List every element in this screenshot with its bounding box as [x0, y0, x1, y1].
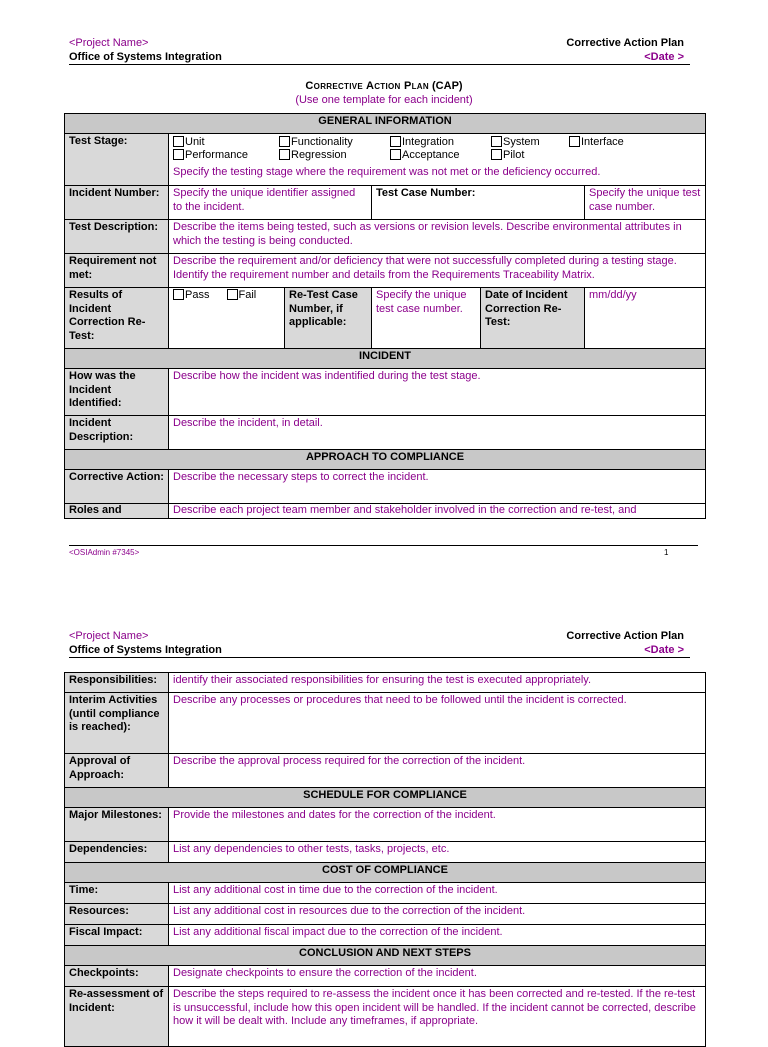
row-label: Responsibilities:: [65, 673, 169, 693]
checkbox-acceptance[interactable]: [390, 149, 459, 163]
document-subtitle: (Use one template for each incident): [295, 94, 473, 106]
checkbox-fail[interactable]: [227, 289, 257, 303]
row-label: Time:: [65, 883, 169, 904]
footer-page-number: 1: [664, 548, 669, 557]
row-label: Major Milestones:: [65, 808, 169, 842]
checkbox-acceptance-label: Acceptance: [402, 149, 460, 161]
page-2: [0, 600, 768, 1027]
checkbox-interface[interactable]: [569, 136, 624, 150]
test-description-value[interactable]: Describe the items being tested, such as versions or revision levels. Describe environmental attributes in which the testing is being conducted.: [169, 220, 706, 254]
header-doc-title: Corrective Action Plan: [566, 37, 684, 49]
checkbox-icon: [491, 136, 502, 147]
section-row: [65, 863, 706, 883]
date-of-retest-label: Date of Incident Correction Re-Test:: [481, 288, 585, 349]
checkbox-unit[interactable]: [173, 136, 205, 150]
corrective-action-label: Corrective Action:: [65, 470, 169, 504]
row-label: Checkpoints:: [65, 966, 169, 987]
results-pass-fail-cell: [169, 288, 285, 349]
section-general-information: GENERAL INFORMATION: [65, 114, 706, 134]
checkbox-regression[interactable]: [279, 149, 347, 163]
section-row: [65, 946, 706, 966]
row-label: Interim Activities (until compliance is reached):: [65, 693, 169, 754]
checkbox-functionality[interactable]: [279, 136, 353, 150]
table-row: [65, 904, 706, 925]
table-row: [65, 883, 706, 904]
checkbox-performance[interactable]: [173, 149, 248, 163]
header-date: <Date >: [644, 644, 684, 656]
footer-doc-id: <OSIAdmin #7345>: [69, 548, 140, 557]
header-office: Office of Systems Integration: [69, 51, 222, 63]
footer-rule: [69, 545, 698, 546]
table-row: [65, 842, 706, 863]
page2-table-body: [65, 673, 706, 1047]
checkbox-icon: [279, 149, 290, 160]
how-identified-value[interactable]: Describe how the incident was indentified during the test stage.: [169, 369, 706, 416]
table-row: [65, 925, 706, 946]
table-row: [65, 966, 706, 987]
table-row: [65, 987, 706, 1047]
section-incident: INCIDENT: [65, 349, 706, 369]
test-case-number-value[interactable]: Specify the unique test case number.: [585, 186, 706, 220]
checkbox-integration-label: Integration: [402, 136, 454, 148]
requirement-not-met-value[interactable]: Describe the requirement and/or deficiency that were not successfully completed during a testing stage. Identify the requirement number and details from the Requirements Traceability Matrix.: [169, 254, 706, 288]
checkbox-pilot-label: Pilot: [503, 149, 525, 161]
checkbox-system[interactable]: [491, 136, 540, 150]
row-value[interactable]: Describe the approval process required for the correction of the incident.: [169, 754, 706, 788]
test-case-number-label: Test Case Number:: [372, 186, 585, 220]
table-row: [65, 673, 706, 693]
header-project-name: <Project Name>: [69, 630, 149, 642]
checkbox-functionality-label: Functionality: [291, 136, 353, 148]
incident-number-value[interactable]: Specify the unique identifier assigned to the incident.: [169, 186, 372, 220]
header-office: Office of Systems Integration: [69, 644, 222, 656]
header-rule: [69, 64, 690, 65]
checkbox-icon: [491, 149, 502, 160]
table-row: [65, 693, 706, 754]
row-value[interactable]: List any additional cost in time due to the correction of the incident.: [169, 883, 706, 904]
row-value[interactable]: Describe any processes or procedures that need to be followed until the incident is corrected.: [169, 693, 706, 754]
checkbox-integration[interactable]: [390, 136, 454, 150]
table-row: [65, 808, 706, 842]
checkbox-performance-label: Performance: [185, 149, 248, 161]
test-description-label: Test Description:: [65, 220, 169, 254]
row-label: Resources:: [65, 904, 169, 925]
header-date: <Date >: [644, 51, 684, 63]
checkbox-icon: [390, 149, 401, 160]
retest-case-number-label: Re-Test Case Number, if applicable:: [285, 288, 372, 349]
row-value[interactable]: List any additional fiscal impact due to the correction of the incident.: [169, 925, 706, 946]
checkbox-unit-label: Unit: [185, 136, 205, 148]
checkbox-icon: [173, 289, 184, 300]
incident-description-label: Incident Description:: [65, 416, 169, 450]
checkbox-icon: [173, 149, 184, 160]
checkbox-interface-label: Interface: [581, 136, 624, 148]
section-header: SCHEDULE FOR COMPLIANCE: [65, 788, 706, 808]
checkbox-pilot[interactable]: [491, 149, 524, 163]
section-approach-to-compliance: APPROACH TO COMPLIANCE: [65, 450, 706, 470]
corrective-action-value[interactable]: Describe the necessary steps to correct the incident.: [169, 470, 706, 504]
test-stage-instruction: Specify the testing stage where the requirement was not met or the deficiency occurred.: [173, 166, 601, 178]
test-stage-label: Test Stage:: [65, 134, 169, 186]
checkbox-icon: [173, 136, 184, 147]
checkbox-fail-label: Fail: [238, 289, 257, 301]
retest-case-number-value[interactable]: Specify the unique test case number.: [372, 288, 481, 349]
header-doc-title: Corrective Action Plan: [566, 630, 684, 642]
results-label: Results of Incident Correction Re-Test:: [65, 288, 169, 349]
row-label: Dependencies:: [65, 842, 169, 863]
date-of-retest-value[interactable]: mm/dd/yy: [585, 288, 706, 349]
cap-form-table-page1: [64, 113, 706, 519]
checkbox-icon: [569, 136, 580, 147]
row-label: Approval of Approach:: [65, 754, 169, 788]
checkbox-icon: [227, 289, 238, 300]
row-label: Fiscal Impact:: [65, 925, 169, 946]
row-label: Re-assessment of Incident:: [65, 987, 169, 1047]
cap-form-table-page2: [64, 672, 706, 1047]
checkbox-regression-label: Regression: [291, 149, 347, 161]
requirement-not-met-label: Requirement not met:: [65, 254, 169, 288]
checkbox-system-label: System: [503, 136, 540, 148]
header-project-name: <Project Name>: [69, 37, 149, 49]
row-value[interactable]: identify their associated responsibilities for ensuring the test is executed appropriately.: [169, 673, 706, 693]
document-title: [0, 80, 768, 93]
roles-value[interactable]: Describe each project team member and stakeholder involved in the correction and re-test, and: [169, 504, 706, 519]
document-title-acronym: (CAP): [432, 80, 463, 92]
checkbox-pass[interactable]: [173, 289, 209, 303]
test-stage-cell: [169, 134, 706, 186]
document-title-main: Corrective Action Plan: [305, 80, 429, 92]
row-value[interactable]: List any dependencies to other tests, tasks, projects, etc.: [169, 842, 706, 863]
how-identified-label: How was the Incident Identified:: [65, 369, 169, 416]
table-row: [65, 754, 706, 788]
checkbox-icon: [279, 136, 290, 147]
checkbox-icon: [390, 136, 401, 147]
row-value[interactable]: Describe the steps required to re-assess the incident once it has been corrected and re-tested. If the re-test is unsuccessful, include how this open incident will be handled. If the incident cannot be corrected, describe how it will be dealt with. Include any timeframes, if appropriate.: [169, 987, 706, 1047]
test-stage-checkboxes: [173, 136, 701, 163]
checkbox-pass-label: Pass: [185, 289, 210, 301]
section-row: [65, 788, 706, 808]
row-value[interactable]: Designate checkpoints to ensure the correction of the incident.: [169, 966, 706, 987]
row-value[interactable]: List any additional cost in resources due to the correction of the incident.: [169, 904, 706, 925]
row-value[interactable]: Provide the milestones and dates for the correction of the incident.: [169, 808, 706, 842]
section-header: CONCLUSION AND NEXT STEPS: [65, 946, 706, 966]
header-rule: [69, 657, 690, 658]
roles-label: Roles and: [65, 504, 169, 519]
incident-description-value[interactable]: Describe the incident, in detail.: [169, 416, 706, 450]
incident-number-label: Incident Number:: [65, 186, 169, 220]
section-header: COST OF COMPLIANCE: [65, 863, 706, 883]
